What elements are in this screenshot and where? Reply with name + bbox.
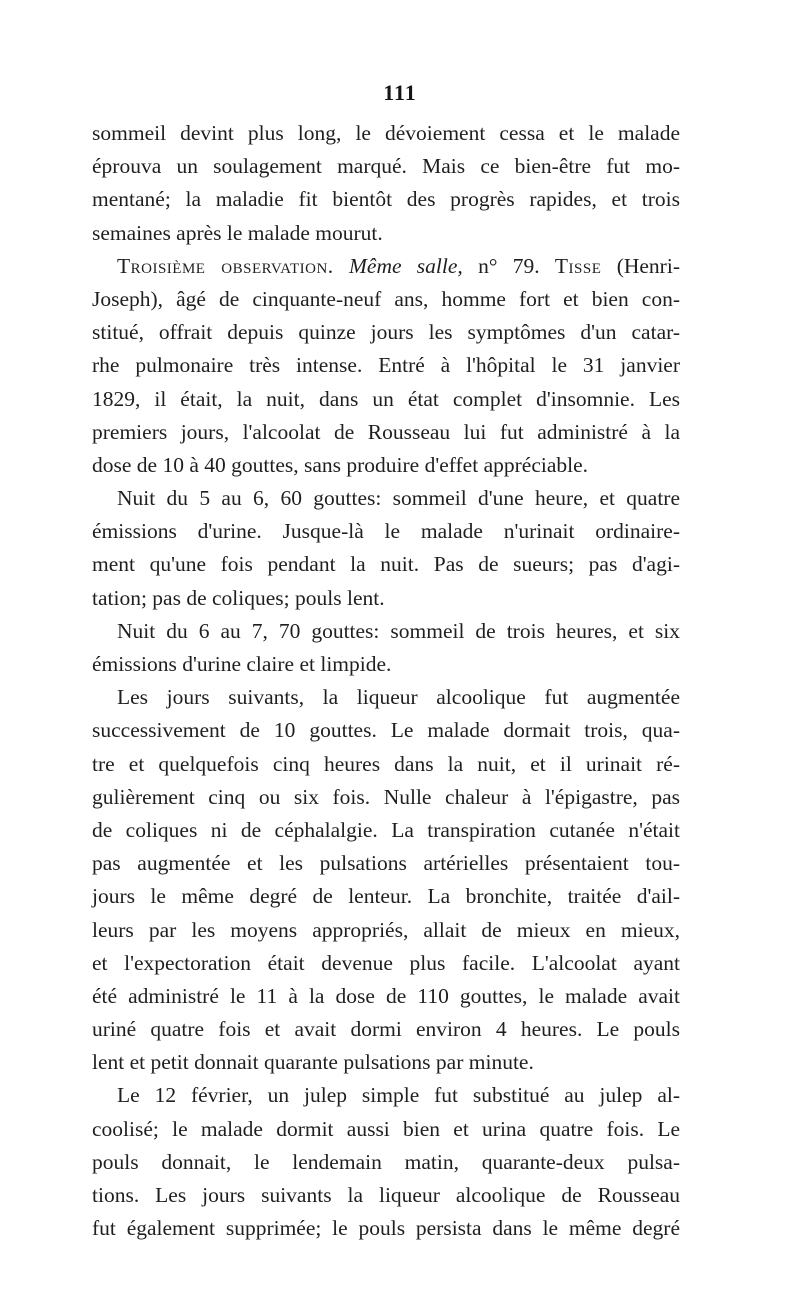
text-line: Le 12 février, un julep simple fut substitué au julep al- [117,1083,680,1108]
text-line: coolisé; le malade dormit aussi bien et urina quatre fois. Le [92,1116,680,1141]
text-line: Nuit du 5 au 6, 60 gouttes: sommeil d'une heure, et quatre [117,486,680,511]
text-line: mentané; la maladie fit bientôt des progrès rapides, et trois [92,187,680,212]
text-line: tre et quelquefois cinq heures dans la nuit, et il urinait ré- [92,751,680,776]
text-line: rhe pulmonaire très intense. Entré à l'hôpital le 31 janvier [92,353,680,378]
page-number: 111 [383,80,417,105]
text-line: fut également supprimée; le pouls persista dans le même degré [92,1216,680,1241]
text-line: Joseph), âgé de cinquante-neuf ans, homme fort et bien con- [92,286,680,311]
text-line: émissions d'urine claire et limpide. [92,652,392,676]
patient-name: Tisse [554,253,602,278]
text-line: 1829, il était, la nuit, dans un état complet d'insomnie. Les [92,386,680,411]
text-line: uriné quatre fois et avait dormi environ 4 heures. Le pouls [92,1017,680,1042]
text-line: pouls donnait, le lendemain matin, quarante-deux pulsa- [92,1149,680,1174]
text-line: premiers jours, l'alcoolat de Rousseau lui fut administré à la [92,419,680,444]
text-line: jours le même degré de lenteur. La bronchite, traitée d'ail- [92,884,680,909]
patient-first-name: (Henri- [601,253,680,278]
text-line: tions. Les jours suivants la liqueur alcoolique de Rousseau [92,1183,680,1207]
text-line: ment qu'une fois pendant la nuit. Pas de sueurs; pas d'agi- [92,552,680,577]
bed-number: n° 79. [462,253,555,278]
text-line: tation; pas de coliques; pouls lent. [92,585,385,610]
text-line: leurs par les moyens appropriés, allait de mieux en mieux, [92,917,680,942]
text-line: été administré le 11 à la dose de 110 gouttes, le malade avait [92,983,680,1008]
text-line: gulièrement cinq ou six fois. Nulle chaleur à l'épigastre, pas [92,784,680,809]
text-line: et l'expectoration était devenue plus facile. L'alcoolat ayant [92,950,680,975]
ward-name: Même salle, [333,253,463,278]
text-line: semaines après le malade mourut. [92,220,383,245]
text-line: dose de 10 à 40 gouttes, sans produire d'effet appréciable. [92,452,589,477]
text-line: éprouva un soulagement marqué. Mais ce bien-être fut mo- [92,154,680,179]
observation-label: Troisième observation. [117,253,334,278]
observation-heading-line [92,250,680,283]
text-line: émissions d'urine. Jusque-là le malade n'urinait ordinaire- [92,519,680,544]
text-line: lent et petit donnait quarante pulsations par minute. [92,1050,534,1075]
text-line: Les jours suivants, la liqueur alcoolique fut augmentée [117,685,680,710]
text-line: successivement de 10 gouttes. Le malade dormait trois, qua- [92,718,680,743]
text-line: pas augmentée et les pulsations artérielles présentaient tou- [92,851,680,876]
text-line: sommeil devint plus long, le dévoiement cessa et le malade [92,121,680,145]
text-line: stitué, offrait depuis quinze jours les symptômes d'un catar- [92,320,680,345]
body-text [92,117,680,1245]
text-line: de coliques ni de céphalalgie. La transpiration cutanée n'était [92,817,680,842]
text-line: Nuit du 6 au 7, 70 gouttes: sommeil de trois heures, et six [117,618,680,643]
